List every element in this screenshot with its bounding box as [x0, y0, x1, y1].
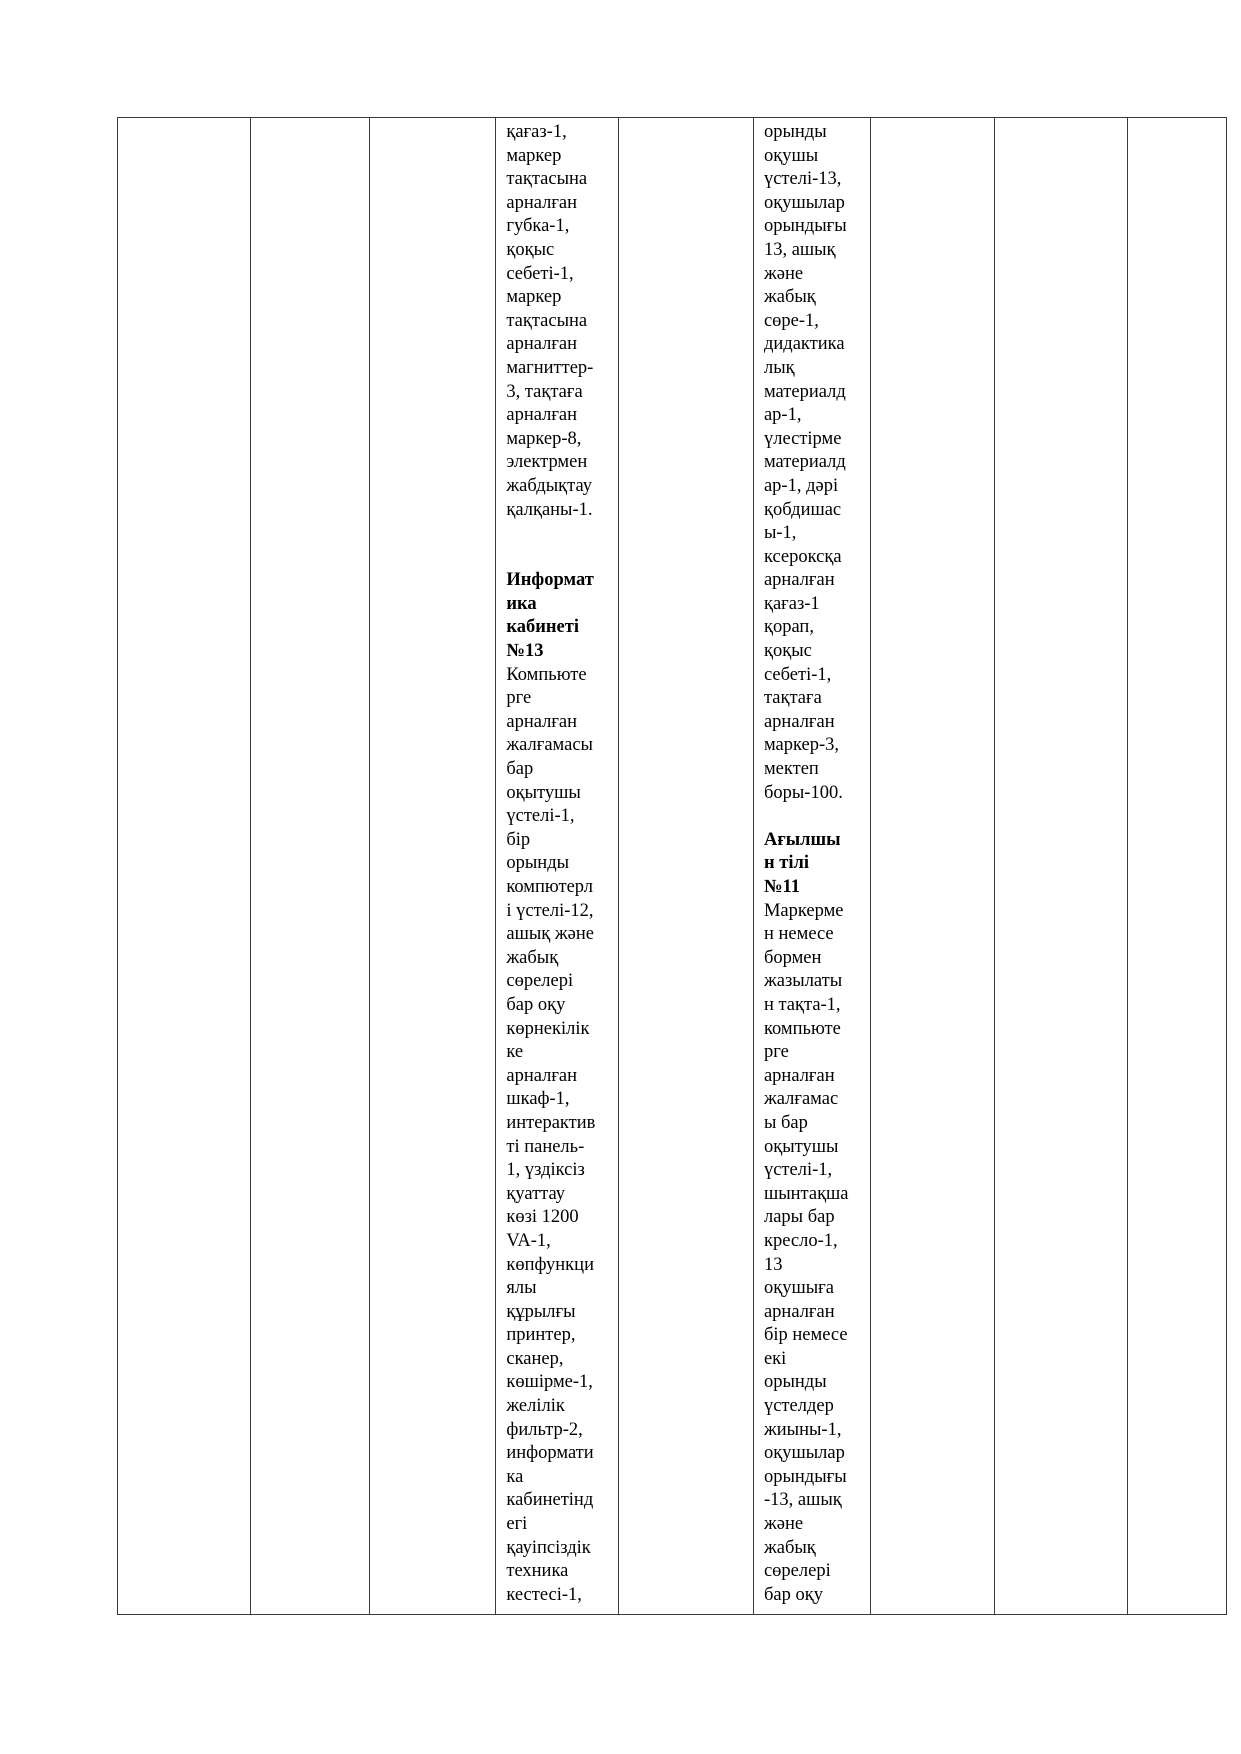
table-cell-col7: [870, 118, 995, 1615]
table-cell-col4: [496, 118, 619, 1615]
classroom-equipment-list-part1: орынды оқушы үстелі-13, оқушылар орындығы 13, ашық және жабық сөре-1, дидактика лық материалд ар-1, үлестірме материалд ар-1, дәрі қобдишас ы-1, ксероксқа арналған қағаз-1 қорап, қоқыс себеті-1, тақтаға арналған маркер-3, мектеп боры-100.: [763, 122, 847, 803]
english-room-heading: Ағылшы н тілі №11: [763, 829, 841, 897]
informatics-equipment-list-part2: Компьюте рге арналған жалғамасы бар оқытушы үстелі-1, бір орынды компютерл і үстелі-12, ашық және жабық сөрелері бар оқу көрнекілік ке арналған шкаф-1, интерактив ті панель- 1, үздіксіз қуаттау көзі 1200 VA-1, көпфункци ялы құрылғы принтер, сканер, көшірме-1, желілік фильтр-2, информати ка кабинетінд егі қауіпсіздік техника кестесі-1,: [506, 664, 596, 1605]
informatics-equipment-list-part1: қағаз-1, маркер тақтасына арналған губка-1, қоқыс себеті-1, маркер тақтасына арналған магниттер- 3, тақтаға арналған маркер-8, электрмен жабдықтау қалқаны-1.: [506, 122, 594, 520]
table-cell-col3: [369, 118, 496, 1615]
paragraph-spacer: [764, 805, 863, 829]
table-cell-col5: [619, 118, 754, 1615]
paragraph-spacer: [506, 522, 611, 546]
table-cell-col9: [1128, 118, 1227, 1615]
table-cell-col2: [250, 118, 369, 1615]
table-row: [118, 118, 1227, 1615]
table-cell-col1: [118, 118, 251, 1615]
equipment-table: [117, 117, 1227, 1615]
table-cell-col8: [995, 118, 1128, 1615]
table-cell-col6: [753, 118, 870, 1615]
english-equipment-list-part2: Маркерме н немесе бормен жазылаты н тақта-1, компьюте рге арналған жалғамас ы бар оқытушы үстелі-1, шынтақша лары бар кресло-1, 13 оқушыға арналған бір немесе екі орынды үстелдер жиыны-1, оқушылар орындығы -13, ашық және жабық сөрелері бар оқу: [763, 900, 849, 1605]
informatics-room-heading: Информат ика кабинеті №13: [506, 570, 594, 662]
paragraph-spacer: [506, 546, 611, 570]
